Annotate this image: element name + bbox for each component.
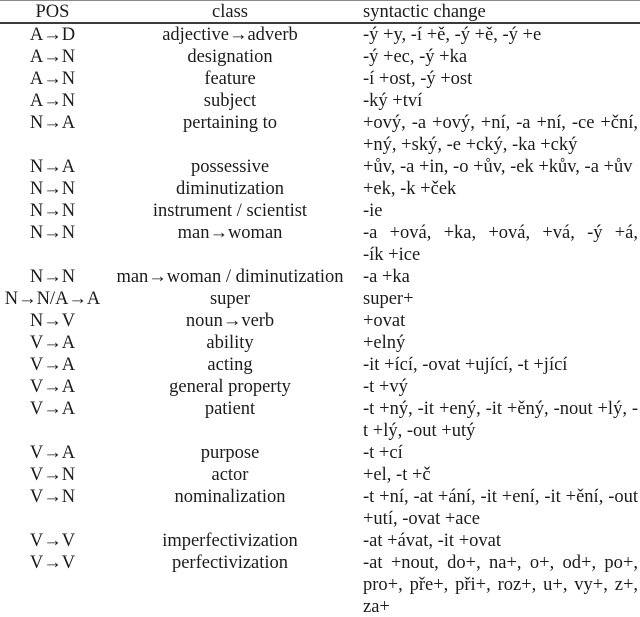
change-cell: -ý +y, -í +ě, -ý +ě, -ý +e: [363, 25, 542, 45]
pos-cell: A→N: [29, 47, 76, 67]
pos-cell: V→A: [29, 377, 76, 397]
table-row: [0, 156, 640, 178]
class-cell: perfectivization: [171, 553, 289, 573]
pos-cell: V→A: [29, 443, 76, 463]
class-cell: general property: [169, 377, 291, 397]
table-row: [0, 266, 640, 288]
table-header-row: [0, 1, 640, 24]
table-row: [0, 442, 640, 464]
change-cell: -t +vý: [363, 377, 408, 397]
class-cell: feature: [204, 69, 256, 89]
table-row: [0, 222, 640, 266]
change-cell: -ý +ec, -ý +ka: [363, 47, 468, 67]
change-cell: +ův, -a +in, -o +ův, -ek +kův, -a +ův: [363, 157, 633, 177]
header-pos: POS: [35, 1, 70, 22]
class-cell: noun→verb: [185, 311, 275, 331]
table-row: [0, 332, 640, 354]
table-row: [0, 464, 640, 486]
pos-cell: V→N: [29, 465, 76, 485]
table-row: [0, 178, 640, 200]
table-row: [0, 68, 640, 90]
table-row: [0, 23, 640, 46]
change-cell: -í +ost, -ý +ost: [363, 69, 473, 89]
class-cell: purpose: [200, 443, 260, 463]
change-cell: -t +ný, -it +ený, -it +ěný, -nout +lý, -t +lý, -out +utý: [363, 399, 638, 441]
change-cell: -ie: [363, 201, 383, 221]
class-cell: instrument / scientist: [152, 201, 308, 221]
table-row: [0, 552, 640, 617]
table-row: [0, 486, 640, 530]
table-row: [0, 376, 640, 398]
table-row: [0, 398, 640, 442]
class-cell: possessive: [190, 157, 270, 177]
change-cell: -at +nout, do+, na+, o+, od+, po+, pro+, pře+, při+, roz+, u+, vy+, z+, za+: [363, 553, 638, 617]
class-cell: man→woman / diminutization: [116, 267, 344, 287]
class-cell: pertaining to: [182, 113, 278, 133]
class-cell: super: [209, 289, 251, 309]
pos-cell: N→N: [29, 267, 76, 287]
class-cell: man→woman: [177, 223, 283, 243]
pos-cell: V→A: [29, 333, 76, 353]
class-cell: patient: [204, 399, 256, 419]
change-cell: -it +ící, -ovat +ující, -t +jící: [363, 355, 568, 375]
table-row: [0, 310, 640, 332]
table-row: [0, 530, 640, 552]
pos-cell: N→N: [29, 179, 76, 199]
change-cell: -a +ová, +ka, +ová, +vá, -ý +á, -ík +ice: [363, 223, 638, 265]
header-class: class: [212, 1, 248, 22]
class-cell: subject: [203, 91, 257, 111]
pos-cell: V→N: [29, 487, 76, 507]
change-cell: +el, -t +č: [363, 465, 431, 485]
pos-cell: N→A: [29, 113, 76, 133]
pos-cell: V→A: [29, 399, 76, 419]
pos-cell: A→D: [29, 25, 76, 45]
change-cell: super+: [363, 289, 414, 309]
class-cell: designation: [187, 47, 273, 67]
class-cell: imperfectivization: [162, 531, 298, 551]
pos-cell: V→A: [29, 355, 76, 375]
class-cell: acting: [207, 355, 253, 375]
change-cell: -t +ní, -at +ání, -it +ení, -it +ění, -out +utí, -ovat +ace: [363, 487, 638, 529]
change-cell: +ek, -k +ček: [363, 179, 457, 199]
table-row: [0, 90, 640, 112]
change-cell: -a +ka: [363, 267, 410, 287]
class-cell: ability: [206, 333, 254, 353]
pos-cell: N→N: [29, 223, 76, 243]
class-cell: nominalization: [174, 487, 286, 507]
change-cell: -at +ávat, -it +ovat: [363, 531, 501, 551]
table-row: [0, 354, 640, 376]
table-row: [0, 288, 640, 310]
class-cell: adjective→adverb: [162, 25, 298, 45]
pos-cell: V→V: [29, 553, 76, 573]
pos-cell: N→A: [29, 157, 76, 177]
pos-cell: A→N: [29, 69, 76, 89]
class-cell: diminutization: [176, 179, 284, 199]
change-cell: +elný: [363, 333, 406, 353]
table-row: [0, 46, 640, 68]
pos-cell: N→N: [29, 201, 76, 221]
change-cell: -t +cí: [363, 443, 403, 463]
change-cell: +ový, -a +ový, +ní, -a +ní, -ce +ční, +ný, +ský, -e +cký, -ka +cký: [363, 113, 638, 155]
header-syntactic-change: syntactic change: [363, 1, 486, 22]
change-cell: -ký +tví: [363, 91, 423, 111]
pos-cell: N→N/A→A: [4, 289, 101, 309]
class-cell: actor: [211, 465, 249, 485]
change-cell: +ovat: [363, 311, 406, 331]
table-row: [0, 112, 640, 156]
pos-cell: N→V: [29, 311, 76, 331]
pos-cell: A→N: [29, 91, 76, 111]
table-row: [0, 200, 640, 222]
table-body: [0, 23, 640, 617]
pos-cell: V→V: [29, 531, 76, 551]
